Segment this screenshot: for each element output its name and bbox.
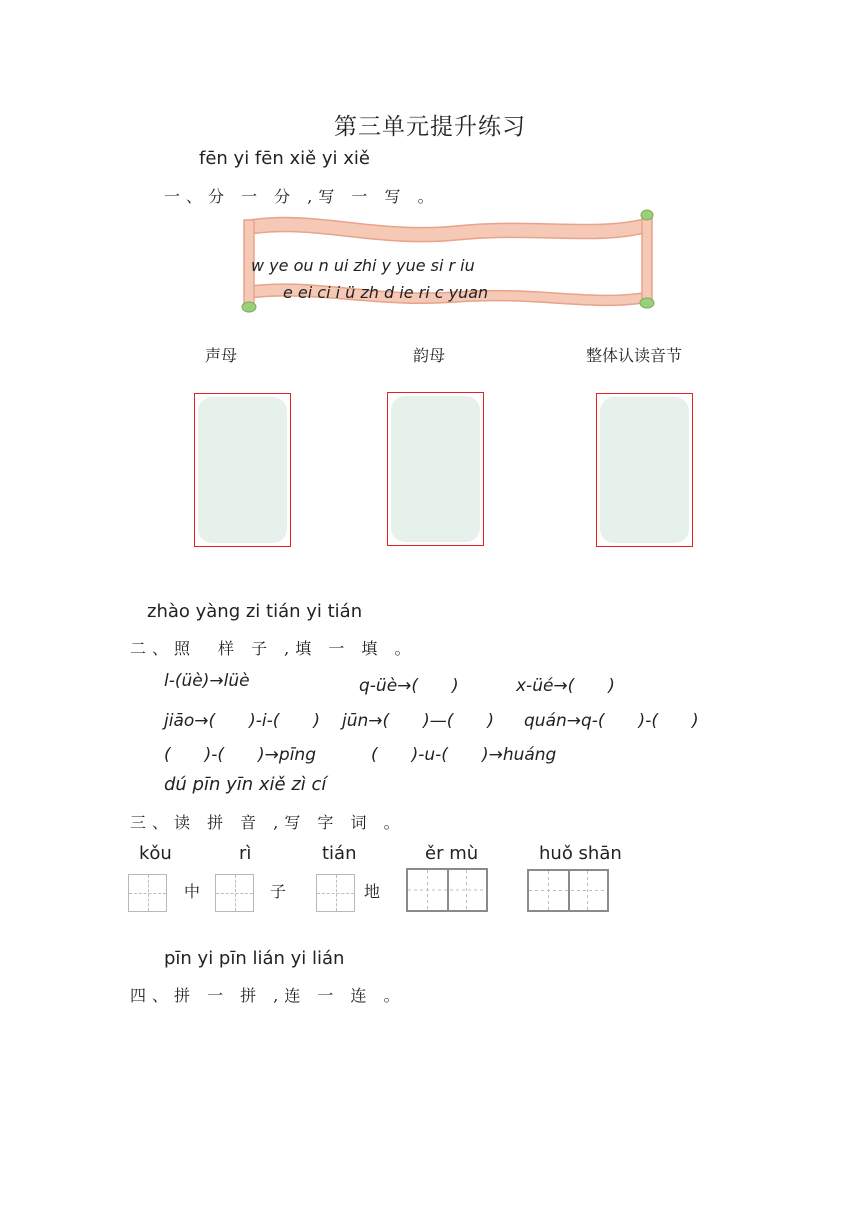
- exercise-1-1: l-(üè)→lüè: [164, 671, 250, 691]
- scroll-line-1: w ye ou n ui zhi y yue si r iu: [251, 256, 475, 275]
- grid-guides-huoshan: [529, 871, 607, 910]
- writing-grid-kou[interactable]: [128, 874, 167, 912]
- bin-label-whole-syllables: 整体认读音节: [586, 346, 683, 365]
- answer-box-whole-syllables[interactable]: [596, 393, 693, 547]
- section4-pinyin: pīn yi pīn lián yi lián: [164, 948, 345, 969]
- page-title: 第三单元提升练习: [334, 114, 526, 140]
- writing-grid-ermu[interactable]: [406, 868, 488, 912]
- section2-heading: 二、照 样 子 ,填 一 填 。: [130, 639, 417, 658]
- bin-label-finals: 韵母: [413, 346, 446, 365]
- scroll-line-2: e ei ci i ü zh d ie ri c yuan: [283, 283, 489, 302]
- word-char-zi: 子: [270, 882, 287, 901]
- exercise-2-1[interactable]: jiāo→( )-i-( ): [164, 711, 321, 731]
- word-pinyin-huoshan: huǒ shān: [539, 843, 622, 864]
- word-pinyin-tian: tián: [322, 843, 357, 864]
- exercise-1-3[interactable]: x-üé→( ): [516, 676, 615, 696]
- writing-grid-tian[interactable]: [316, 874, 355, 912]
- grid-guides-ermu: [408, 870, 486, 910]
- writing-grid-huoshan[interactable]: [527, 869, 609, 912]
- exercise-2-3[interactable]: quán→q-( )-( ): [524, 711, 699, 731]
- word-pinyin-kou: kǒu: [139, 843, 172, 864]
- section1-pinyin: fēn yi fēn xiě yi xiě: [199, 148, 371, 169]
- exercise-1-2[interactable]: q-üè→( ): [359, 676, 459, 696]
- exercise-3-2[interactable]: ( )-u-( )→huáng: [371, 745, 557, 765]
- section2-pinyin: zhào yàng zi tián yi tián: [147, 601, 363, 622]
- word-char-zhong: 中: [184, 882, 201, 901]
- exercise-3-1[interactable]: ( )-( )→pīng: [164, 745, 316, 765]
- answer-box-finals[interactable]: [387, 392, 484, 546]
- bin-label-initials: 声母: [205, 346, 238, 365]
- word-pinyin-ri: rì: [239, 843, 252, 864]
- word-pinyin-ermu: ěr mù: [425, 843, 479, 864]
- answer-box-initials[interactable]: [194, 393, 291, 547]
- section4-heading: 四、拼 一 拼 ,连 一 连 。: [130, 986, 406, 1005]
- exercise-2-2[interactable]: jūn→( )—( ): [342, 711, 495, 731]
- word-char-di: 地: [364, 882, 381, 901]
- section1-heading: 一、分 一 分 ,写 一 写 。: [164, 187, 440, 206]
- section3-heading: 三、读 拼 音 ,写 字 词 。: [130, 813, 406, 832]
- writing-grid-ri[interactable]: [215, 874, 254, 912]
- section3-pinyin: dú pīn yīn xiě zì cí: [164, 774, 327, 795]
